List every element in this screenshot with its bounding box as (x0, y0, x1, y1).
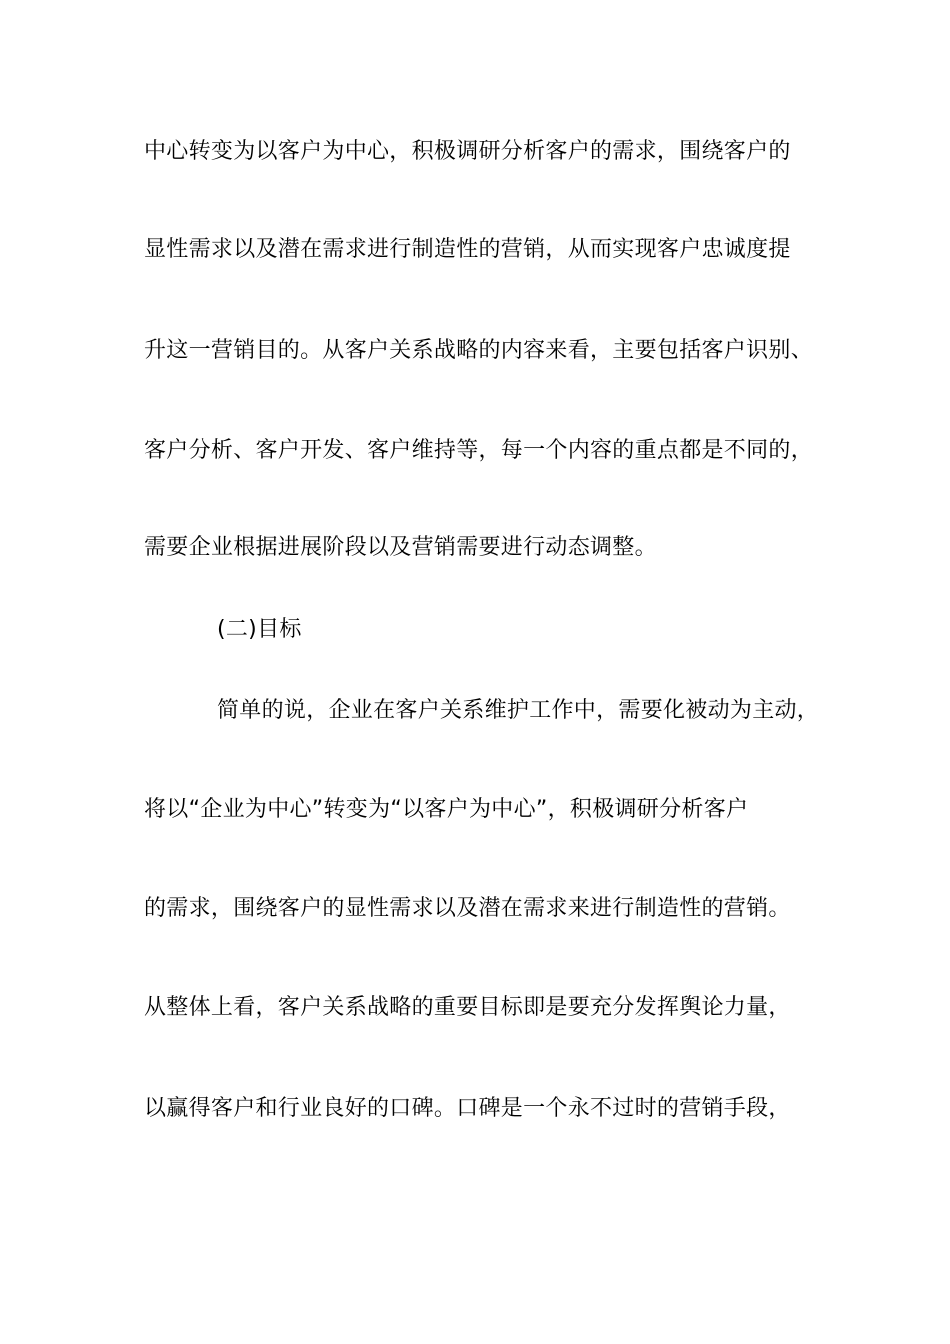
text-line: 中心转变为以客户为中心，积极调研分析客户的需求，围绕客户的 (144, 139, 791, 164)
text-line: 升这一营销目的。从客户关系战略的内容来看，主要包括客户识别、 (144, 338, 814, 363)
section-heading: (二)目标 (217, 617, 302, 642)
text-line: 显性需求以及潜在需求进行制造性的营销，从而实现客户忠诚度提 (144, 237, 791, 262)
text-line: 的需求，围绕客户的显性需求以及潜在需求来进行制造性的营销。 (144, 896, 791, 921)
text-line: 客户分析、客户开发、客户维持等，每一个内容的重点都是不同的， (144, 438, 814, 463)
text-line: 需要企业根据进展阶段以及营销需要进行动态调整。 (144, 535, 657, 560)
text-line: 将以“企业为中心”转变为“以客户为中心”，积极调研分析客户 (144, 797, 749, 822)
text-line: 简单的说，企业在客户关系维护工作中，需要化被动为主动， (217, 698, 820, 723)
text-line: 以赢得客户和行业良好的口碑。口碑是一个永不过时的营销手段， (144, 1096, 791, 1121)
text-line: 从整体上看，客户关系战略的重要目标即是要充分发挥舆论力量， (144, 995, 791, 1020)
